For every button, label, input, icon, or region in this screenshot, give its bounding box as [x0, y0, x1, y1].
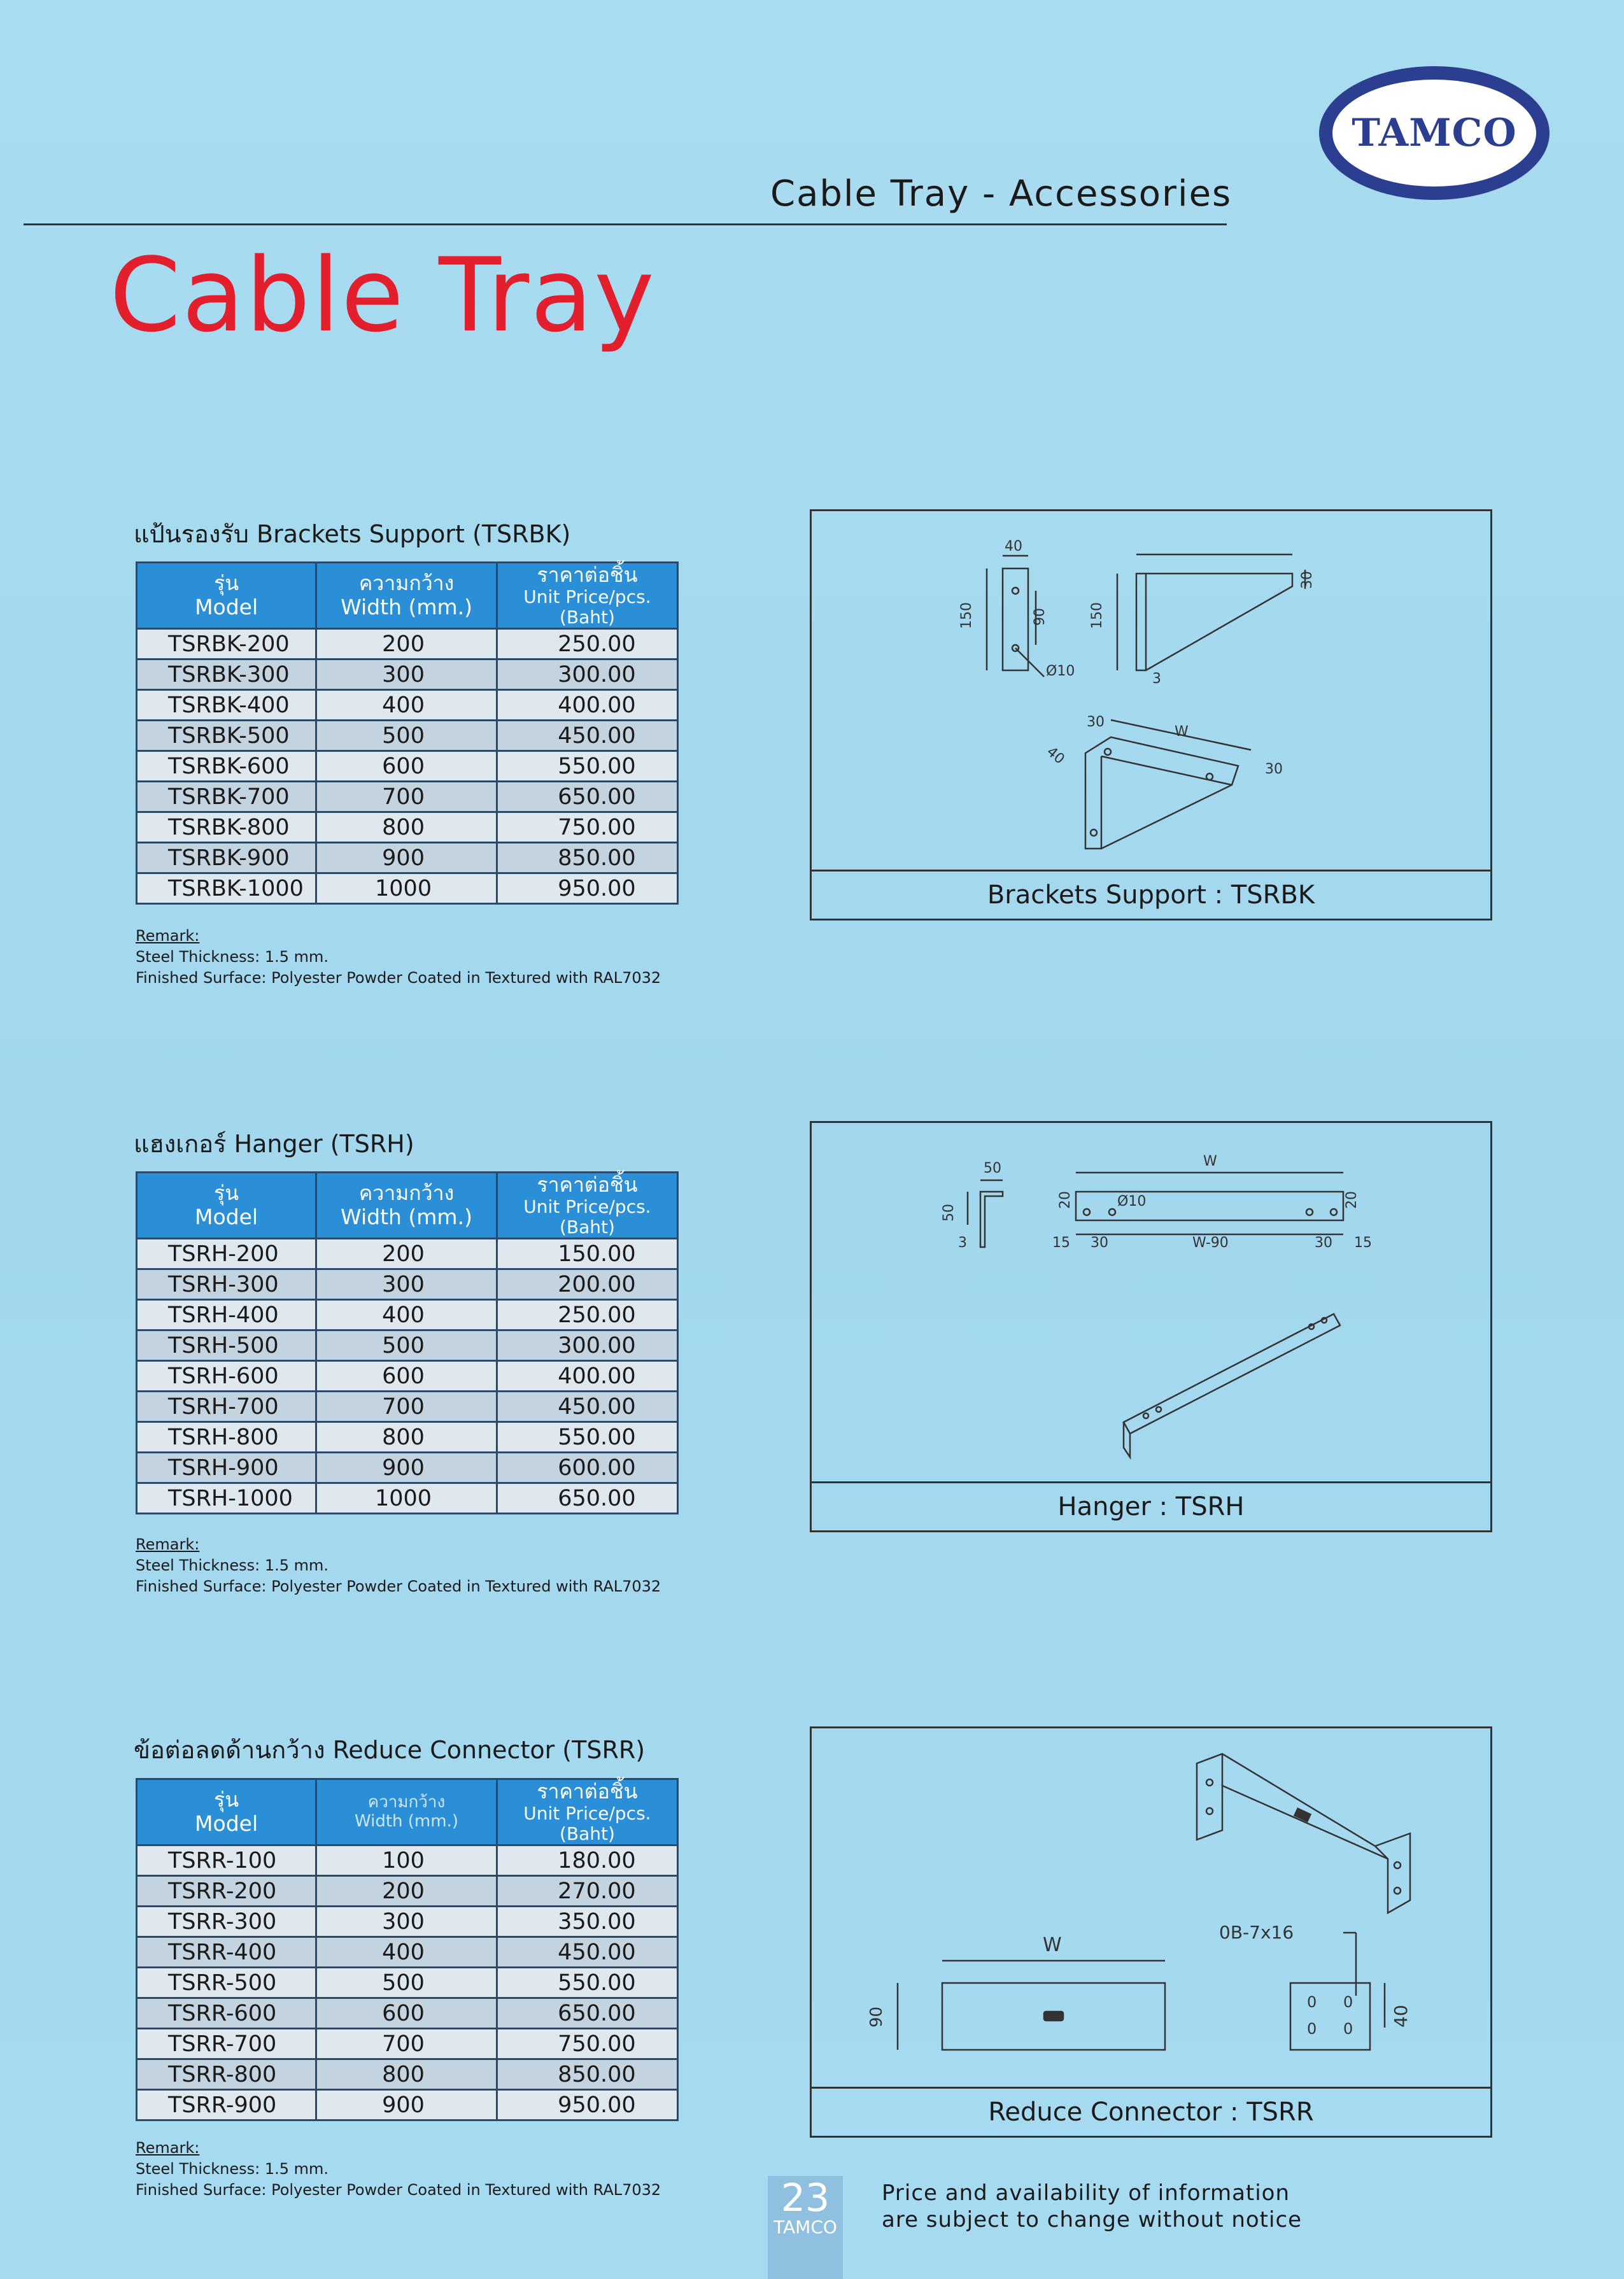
- cell-price: 300.00: [497, 660, 677, 690]
- cell-price: 850.00: [497, 2059, 677, 2090]
- remark-brackets: [136, 926, 661, 989]
- dim-label: W: [1175, 724, 1189, 740]
- dim-label: 20: [1057, 1191, 1073, 1209]
- hanger-drawing: [812, 1123, 1490, 1483]
- table-row: [137, 1392, 678, 1422]
- remark-hanger: [136, 1534, 661, 1597]
- bolt-hole: [1206, 1808, 1213, 1814]
- cell-price: 450.00: [497, 721, 677, 751]
- cell-model: TSRBK-900: [137, 843, 316, 873]
- table-row: [137, 751, 678, 782]
- page-title: Cable Tray: [109, 236, 656, 355]
- section-title-thai: แป้นรองรับ: [134, 520, 249, 548]
- column-header-model: รุ่น Model: [137, 1173, 316, 1239]
- cell-model: TSRBK-1000: [137, 873, 316, 904]
- cell-width: 200: [316, 1876, 497, 1907]
- hanger-isometric: [1124, 1314, 1340, 1434]
- dim-label: 3: [958, 1235, 967, 1251]
- remark-thickness: Steel Thickness: 1.5 mm.: [136, 1556, 329, 1574]
- table-row: [137, 1361, 678, 1392]
- bolt-hole: [1109, 1209, 1115, 1215]
- cell-model: TSRH-400: [137, 1300, 316, 1330]
- cell-width: 1000: [316, 873, 497, 904]
- slot: [1044, 2012, 1063, 2021]
- cell-price: 150.00: [497, 1239, 677, 1269]
- cell-price: 650.00: [497, 782, 677, 812]
- cell-model: TSRR-300: [137, 1907, 316, 1937]
- price-table-hanger: [136, 1171, 679, 1514]
- notice-line: are subject to change without notice: [882, 2207, 1303, 2233]
- table-row: [137, 2029, 678, 2059]
- cell-model: TSRH-200: [137, 1239, 316, 1269]
- cell-price: 450.00: [497, 1392, 677, 1422]
- leader-line: [1015, 648, 1044, 677]
- cell-price: 650.00: [497, 1998, 677, 2029]
- dim-label-diameter: Ø10: [1117, 1194, 1147, 1210]
- cell-width: 900: [316, 843, 497, 873]
- price-table-reduce-connector: [136, 1778, 679, 2121]
- connector-isometric: [1197, 1754, 1410, 1913]
- column-header-model: รุ่น Model: [137, 563, 316, 629]
- table-row: [137, 1876, 678, 1907]
- dim-label: 30: [1265, 761, 1283, 777]
- dim-label: 15: [1354, 1235, 1372, 1251]
- dim-label: 30: [1091, 1235, 1108, 1251]
- table-row: [137, 629, 678, 660]
- cell-price: 950.00: [497, 2090, 677, 2120]
- section-title-brackets: [134, 514, 570, 553]
- cell-price: 400.00: [497, 1361, 677, 1392]
- drawing-box-brackets: [810, 509, 1492, 921]
- dim-label: W: [1203, 1154, 1217, 1169]
- cell-width: 600: [316, 751, 497, 782]
- column-header-model: รุ่น Model: [137, 1779, 316, 1845]
- cell-model: TSRH-500: [137, 1330, 316, 1361]
- table-row: [137, 1483, 678, 1514]
- cell-price: 550.00: [497, 751, 677, 782]
- cell-price: 200.00: [497, 1269, 677, 1300]
- cell-width: 200: [316, 1239, 497, 1269]
- dim-label: 40: [1043, 744, 1068, 768]
- hole-label: 0: [1343, 2020, 1353, 2038]
- cell-price: 550.00: [497, 1968, 677, 1998]
- drawing-caption-reduce-connector: Reduce Connector : TSRR: [812, 2087, 1490, 2136]
- table-body: [137, 1239, 678, 1514]
- bolt-hole: [1143, 1413, 1148, 1418]
- section-title-thai: ข้อต่อลดด้านกว้าง: [134, 1736, 325, 1764]
- hanger-top-view: [1076, 1192, 1343, 1220]
- dim-label: 30: [1087, 714, 1105, 730]
- cell-model: TSRH-800: [137, 1422, 316, 1453]
- remark-reduce-connector: [136, 2138, 661, 2201]
- cell-model: TSRR-100: [137, 1845, 316, 1876]
- dim-label: 90: [1032, 608, 1048, 626]
- notice-line: Price and availability of information: [882, 2180, 1290, 2206]
- price-table-brackets: [136, 561, 679, 905]
- remark-surface: Finished Surface: Polyester Powder Coated in Textured with RAL7032: [136, 1577, 661, 1595]
- table-row: [137, 690, 678, 721]
- drawing-caption-hanger: Hanger : TSRH: [812, 1481, 1490, 1530]
- remark-surface: Finished Surface: Polyester Powder Coated in Textured with RAL7032: [136, 969, 661, 987]
- cell-price: 650.00: [497, 1483, 677, 1514]
- section-title-english: Hanger (TSRH): [234, 1130, 414, 1158]
- dim-label: 50: [984, 1161, 1001, 1176]
- table-row: [137, 1998, 678, 2029]
- cell-price: 600.00: [497, 1453, 677, 1483]
- hanger-profile: [980, 1192, 1003, 1247]
- column-header-price: ราคาต่อชิ้น Unit Price/pcs. (Baht): [497, 1173, 677, 1239]
- table-row: [137, 2090, 678, 2120]
- cell-width: 600: [316, 1998, 497, 2029]
- column-header-width: ความกว้าง Width (mm.): [316, 1173, 497, 1239]
- table-row: [137, 1269, 678, 1300]
- logo-inner: [1332, 80, 1536, 187]
- cell-width: 900: [316, 2090, 497, 2120]
- cell-model: TSRH-300: [137, 1269, 316, 1300]
- table-row: [137, 660, 678, 690]
- column-header-price: ราคาต่อชิ้น Unit Price/pcs. (Baht): [497, 1779, 677, 1845]
- cell-width: 300: [316, 1907, 497, 1937]
- dim-label: W-90: [1192, 1235, 1229, 1251]
- brackets-drawing: [812, 511, 1490, 871]
- section-title-english: Reduce Connector (TSRR): [332, 1736, 646, 1764]
- cell-price: 350.00: [497, 1907, 677, 1937]
- cell-model: TSRR-900: [137, 2090, 316, 2120]
- dim-label: 0B-7x16: [1219, 1922, 1294, 1943]
- cell-model: TSRR-600: [137, 1998, 316, 2029]
- header-divider: [24, 223, 1227, 225]
- cell-price: 750.00: [497, 2029, 677, 2059]
- table-row: [137, 1907, 678, 1937]
- cell-width: 700: [316, 782, 497, 812]
- bolt-hole: [1012, 588, 1019, 594]
- cell-price: 250.00: [497, 1300, 677, 1330]
- hole-label: 0: [1307, 2020, 1317, 2038]
- hole-label: 0: [1343, 1993, 1353, 2011]
- bolt-hole: [1091, 829, 1097, 836]
- cell-price: 180.00: [497, 1845, 677, 1876]
- bolt-hole: [1394, 1862, 1401, 1868]
- bolt-hole: [1394, 1887, 1401, 1894]
- table-row: [137, 782, 678, 812]
- dim-label: 40: [1390, 2005, 1411, 2028]
- cell-width: 700: [316, 2029, 497, 2059]
- bolt-hole: [1331, 1209, 1337, 1215]
- dim-label: 20: [1344, 1191, 1360, 1209]
- cell-price: 550.00: [497, 1422, 677, 1453]
- dim-label: 150: [959, 602, 975, 629]
- remark-title: Remark:: [136, 1535, 200, 1553]
- table-row: [137, 1239, 678, 1269]
- connector-side-view: [1290, 1983, 1370, 2050]
- dim-label: 3: [1152, 671, 1161, 687]
- table-row: [137, 1422, 678, 1453]
- remark-thickness: Steel Thickness: 1.5 mm.: [136, 2160, 329, 2178]
- cell-model: TSRBK-300: [137, 660, 316, 690]
- dim-label: 30: [1299, 571, 1315, 589]
- bracket-side-plate: [1003, 568, 1028, 670]
- column-header-price: ราคาต่อชิ้น Unit Price/pcs. (Baht): [497, 563, 677, 629]
- dim-label: 150: [1089, 602, 1105, 629]
- cell-price: 850.00: [497, 843, 677, 873]
- table-row: [137, 721, 678, 751]
- hole-label: 0: [1307, 1993, 1317, 2011]
- dim-label-diameter: Ø10: [1046, 663, 1075, 679]
- logo-text: TAMCO: [1352, 111, 1517, 155]
- cell-model: TSRR-800: [137, 2059, 316, 2090]
- table-row: [137, 2059, 678, 2090]
- bolt-hole: [1084, 1209, 1090, 1215]
- cell-width: 1000: [316, 1483, 497, 1514]
- table-row: [137, 1968, 678, 1998]
- dim-label: 30: [1315, 1235, 1332, 1251]
- connector-iso-edge: [1375, 1846, 1388, 1859]
- cell-width: 200: [316, 629, 497, 660]
- dim-label: 15: [1052, 1235, 1070, 1251]
- table-row: [137, 1937, 678, 1968]
- table-body: [137, 629, 678, 904]
- cell-width: 900: [316, 1453, 497, 1483]
- cell-price: 450.00: [497, 1937, 677, 1968]
- section-title-english: Brackets Support (TSRBK): [257, 520, 571, 548]
- bolt-hole: [1156, 1407, 1161, 1412]
- cell-model: TSRR-700: [137, 2029, 316, 2059]
- cell-width: 600: [316, 1361, 497, 1392]
- cell-width: 500: [316, 1330, 497, 1361]
- bolt-hole: [1206, 773, 1213, 780]
- cell-model: TSRBK-600: [137, 751, 316, 782]
- cell-width: 800: [316, 2059, 497, 2090]
- bolt-hole: [1306, 1209, 1313, 1215]
- table-row: [137, 812, 678, 843]
- bolt-hole: [1206, 1779, 1213, 1786]
- reduce-connector-drawing: [812, 1728, 1490, 2089]
- dim-label: 40: [1005, 539, 1022, 554]
- table-header-row: [137, 1779, 678, 1845]
- cell-price: 950.00: [497, 873, 677, 904]
- cell-model: TSRH-900: [137, 1453, 316, 1483]
- cell-width: 700: [316, 1392, 497, 1422]
- cell-price: 300.00: [497, 1330, 677, 1361]
- remark-surface: Finished Surface: Polyester Powder Coated in Textured with RAL7032: [136, 2181, 661, 2199]
- cell-width: 500: [316, 1968, 497, 1998]
- remark-title: Remark:: [136, 2139, 200, 2157]
- dim-label: 50: [941, 1204, 957, 1222]
- cell-model: TSRBK-500: [137, 721, 316, 751]
- table-row: [137, 1330, 678, 1361]
- table-body: [137, 1845, 678, 2120]
- header-title: Cable Tray - Accessories: [770, 173, 1232, 215]
- cell-width: 300: [316, 660, 497, 690]
- cell-width: 800: [316, 812, 497, 843]
- table-row: [137, 1300, 678, 1330]
- drawing-box-hanger: [810, 1121, 1492, 1532]
- cell-width: 500: [316, 721, 497, 751]
- dim-label: W: [1043, 1934, 1062, 1956]
- cell-model: TSRBK-400: [137, 690, 316, 721]
- bracket-front-view: [1136, 574, 1292, 670]
- page-brand: TAMCO: [773, 2217, 837, 2238]
- cell-model: TSRH-700: [137, 1392, 316, 1422]
- tamco-logo: [1319, 66, 1550, 200]
- cell-width: 300: [316, 1269, 497, 1300]
- section-title-reduce-connector: [134, 1730, 645, 1769]
- dim-label: 90: [867, 2006, 886, 2028]
- remark-title: Remark:: [136, 927, 200, 945]
- drawing-caption-brackets: Brackets Support : TSRBK: [812, 870, 1490, 919]
- cell-price: 750.00: [497, 812, 677, 843]
- section-title-hanger: [134, 1124, 414, 1163]
- bolt-hole: [1322, 1318, 1327, 1323]
- footer-notice: [882, 2180, 1302, 2233]
- cell-model: TSRBK-700: [137, 782, 316, 812]
- cell-width: 800: [316, 1422, 497, 1453]
- cell-price: 270.00: [497, 1876, 677, 1907]
- cell-model: TSRH-1000: [137, 1483, 316, 1514]
- bracket-isometric: [1085, 737, 1238, 849]
- page-number-tab: [768, 2176, 843, 2279]
- cell-price: 250.00: [497, 629, 677, 660]
- page-number: 23: [780, 2176, 830, 2220]
- table-row: [137, 1845, 678, 1876]
- drawing-box-reduce-connector: [810, 1726, 1492, 2138]
- cell-model: TSRR-500: [137, 1968, 316, 1998]
- cell-model: TSRR-400: [137, 1937, 316, 1968]
- table-row: [137, 1453, 678, 1483]
- table-row: [137, 843, 678, 873]
- bolt-hole: [1309, 1324, 1314, 1329]
- cell-width: 400: [316, 690, 497, 721]
- table-header-row: [137, 563, 678, 629]
- cell-width: 400: [316, 1300, 497, 1330]
- column-header-width: ความกว้าง Width (mm.): [316, 563, 497, 629]
- cell-model: TSRH-600: [137, 1361, 316, 1392]
- section-title-thai: แฮงเกอร์: [134, 1130, 227, 1158]
- remark-thickness: Steel Thickness: 1.5 mm.: [136, 948, 329, 966]
- column-header-width: ความกว้าง Width (mm.): [316, 1779, 497, 1845]
- table-header-row: [137, 1173, 678, 1239]
- bolt-hole: [1105, 749, 1111, 755]
- cell-model: TSRR-200: [137, 1876, 316, 1907]
- cell-width: 400: [316, 1937, 497, 1968]
- cell-model: TSRBK-200: [137, 629, 316, 660]
- cell-width: 100: [316, 1845, 497, 1876]
- table-row: [137, 873, 678, 904]
- cell-model: TSRBK-800: [137, 812, 316, 843]
- cell-price: 400.00: [497, 690, 677, 721]
